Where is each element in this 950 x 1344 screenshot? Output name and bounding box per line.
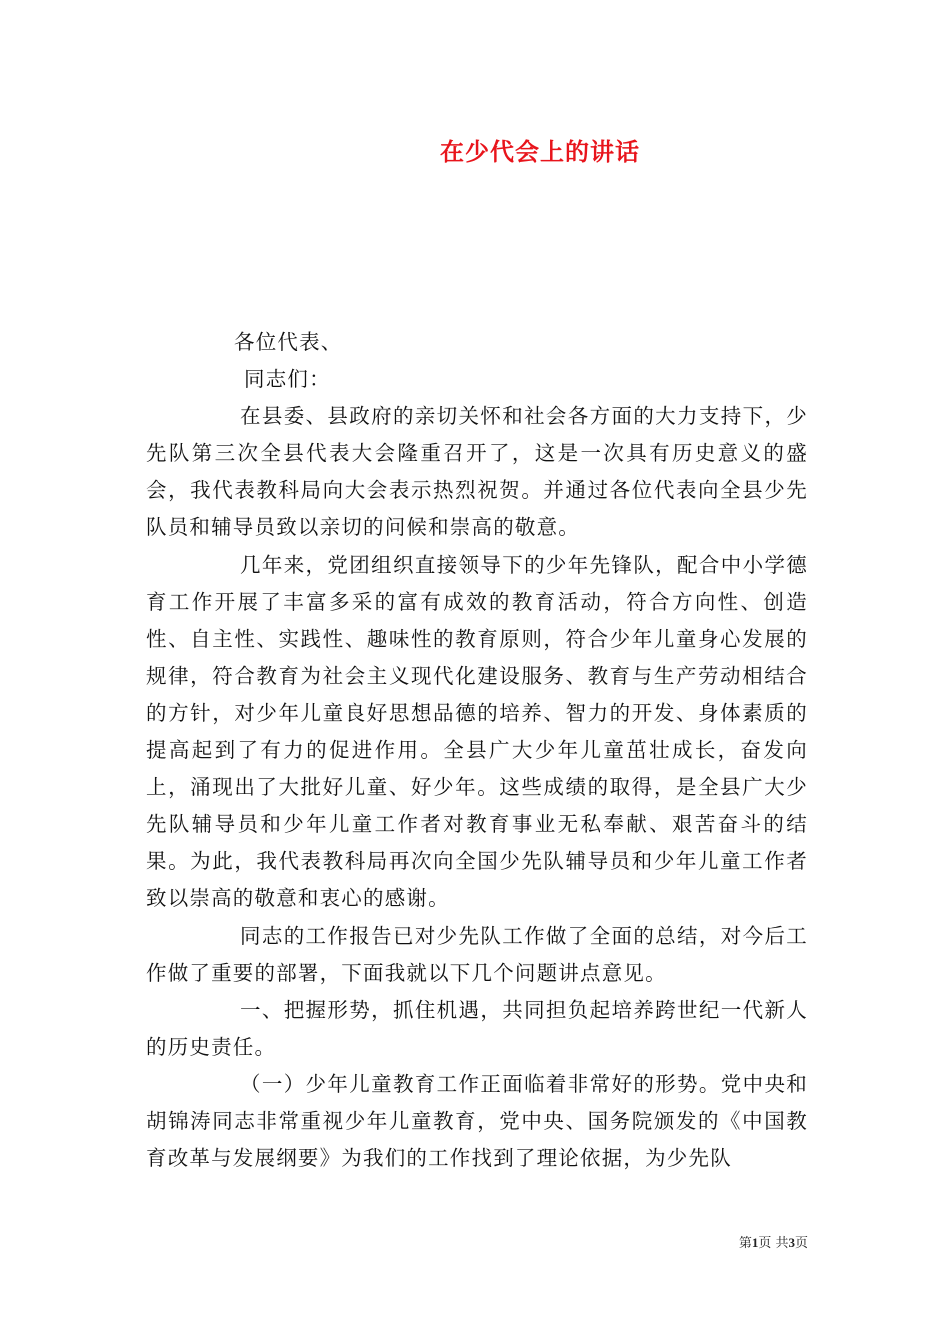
section-heading-1: 一、把握形势，抓住机遇，共同担负起培养跨世纪一代新人的历史责任。 bbox=[146, 997, 808, 1059]
paragraph-2: 几年来，党团组织直接领导下的少年先锋队，配合中小学德育工作开展了丰富多采的富有成效的教育活动，符合方向性、创造性、自主性、实践性、趣味性的教育原则，符合少年儿童身心发展的规律，符合教育为社会主义现代化建设服务、教育与生产劳动相结合的方针，对少年儿童良好思想品德的培养、智力的开发、身体素质的提高起到了有力的促进作用。全县广大少年儿童茁壮成长，奋发向上，涌现出了大批好儿童、好少年。这些成绩的取得，是全县广大少先队辅导员和少年儿童工作者对教育事业无私奉献、艰苦奋斗的结果。为此，我代表教科局再次向全国少先队辅导员和少年儿童工作者致以崇高的敬意和衷心的感谢。 bbox=[146, 552, 808, 911]
document-body bbox=[146, 324, 808, 1177]
paragraph-1: 在县委、县政府的亲切关怀和社会各方面的大力支持下，少先队第三次全县代表大会隆重召开了，这是一次具有历史意义的盛会，我代表教科局向大会表示热烈祝贺。并通过各位代表向全县少先队员和辅导员致以亲切的问候和崇高的敬意。 bbox=[146, 404, 808, 540]
footer-total-pages: 3 bbox=[788, 1235, 795, 1250]
page-footer bbox=[0, 1232, 808, 1251]
footer-page-number: 1 bbox=[751, 1235, 759, 1250]
paragraph-3: 同志的工作报告已对少先队工作做了全面的总结，对今后工作做了重要的部署，下面我就以下几个问题讲点意见。 bbox=[146, 923, 808, 985]
salutation-comrades: 同志们： bbox=[244, 367, 331, 392]
document-title: 在少代会上的讲话 bbox=[440, 137, 640, 166]
salutation-delegates: 各位代表、 bbox=[234, 330, 343, 354]
footer-suffix: 页 bbox=[794, 1236, 808, 1251]
paragraph-4: （一）少年儿童教育工作正面临着非常好的形势。党中央和胡锦涛同志非常重视少年儿童教育，党中央、国务院颁发的《中国教育改革与发展纲要》为我们的工作找到了理论依据，为少先队 bbox=[146, 1071, 808, 1171]
footer-prefix: 第 bbox=[738, 1236, 752, 1251]
footer-middle: 页 共 bbox=[758, 1236, 789, 1251]
